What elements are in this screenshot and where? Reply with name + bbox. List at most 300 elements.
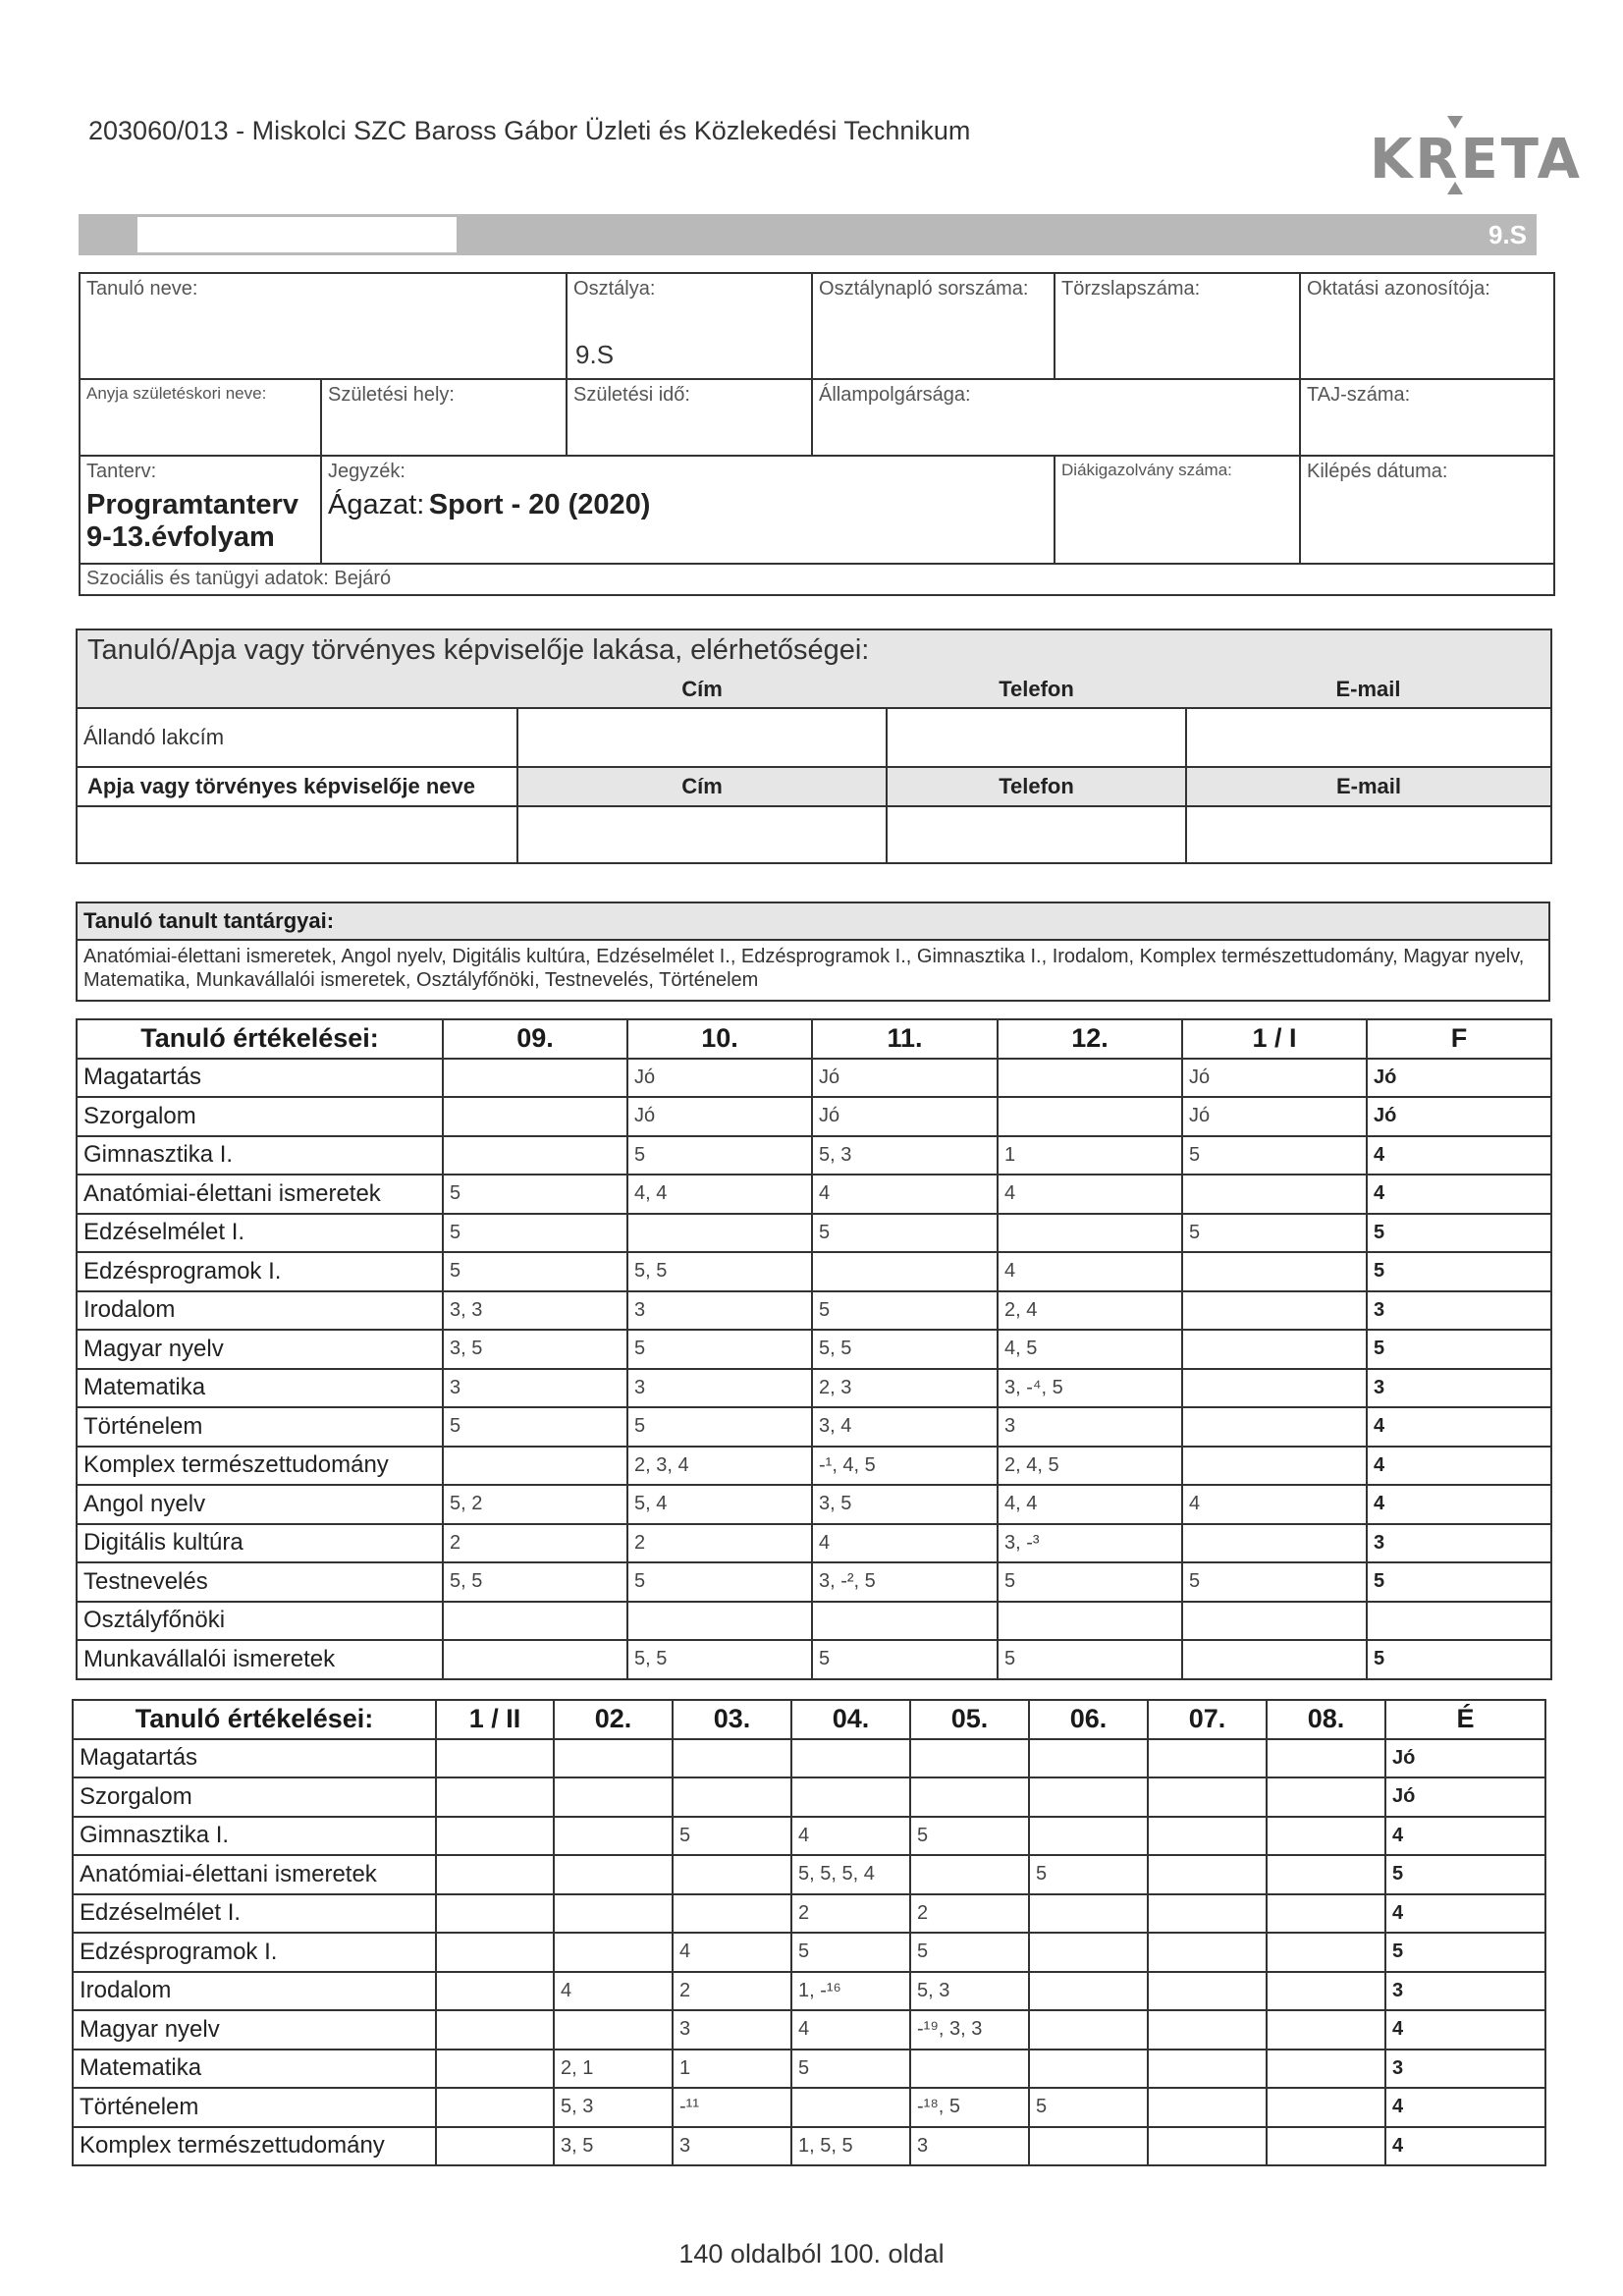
grade-cell: 5, 2: [443, 1485, 627, 1524]
grades-col-header: F: [1367, 1019, 1551, 1059]
grade-cell: [1148, 1972, 1267, 2011]
grade-row-matematika: [73, 2050, 1545, 2089]
grade-row-edzeselmelet-i: [77, 1214, 1551, 1253]
grade-cell: [1182, 1524, 1367, 1563]
subject-name: Magyar nyelv: [73, 2010, 436, 2050]
birthplace-label: Születési hely:: [328, 384, 455, 406]
grade-cell: [436, 1855, 554, 1894]
grade-cell: 2: [443, 1524, 627, 1563]
grade-cell: [554, 2010, 673, 2050]
grade-cell: [998, 1097, 1182, 1136]
grade-cell: [1029, 1972, 1148, 2011]
grade-row-tortenelem: [77, 1407, 1551, 1447]
grade-cell: [1267, 2050, 1385, 2089]
grade-cell: [436, 2010, 554, 2050]
permanent-address-cell: [77, 708, 517, 767]
grade-cell: 4, 4: [998, 1485, 1182, 1524]
guardian-col-phone: Telefon: [887, 767, 1186, 806]
grade-row-anatomiai-elettani-ismeretek: [73, 1855, 1545, 1894]
class-value: 9.S: [575, 340, 615, 369]
subjects-list-cell: [77, 940, 1549, 1001]
final-grade: 5: [1385, 1855, 1545, 1894]
grade-cell: 5: [791, 1933, 910, 1972]
contact-blank-header: [77, 671, 517, 708]
page-number: 140 oldalból 100. oldal: [678, 2239, 945, 2269]
social-cell: [80, 564, 1554, 595]
grade-cell: [1029, 2050, 1148, 2089]
grade-cell: [436, 2088, 554, 2127]
final-grade: 4: [1385, 1817, 1545, 1856]
grade-row-edzesprogramok-i: [73, 1933, 1545, 1972]
diary-label: Osztálynapló sorszáma:: [819, 278, 1029, 300]
grade-cell: 2: [673, 1972, 791, 2011]
grade-cell: 3, 5: [443, 1330, 627, 1369]
grade-cell: 5: [443, 1175, 627, 1214]
guardian-phone-value: [887, 806, 1186, 863]
grade-cell: [910, 1777, 1029, 1817]
grade-cell: 5, 5, 5, 4: [791, 1855, 910, 1894]
grade-cell: 5: [812, 1291, 998, 1331]
grade-cell: -¹, 4, 5: [812, 1447, 998, 1486]
grade-cell: Jó: [1182, 1059, 1367, 1098]
grade-cell: [436, 1739, 554, 1778]
student-info-table: [79, 272, 1555, 596]
grade-cell: 5: [443, 1214, 627, 1253]
subject-name: Magyar nyelv: [77, 1330, 443, 1369]
grade-cell: 5: [1029, 1855, 1148, 1894]
grades-col-header: 09.: [443, 1019, 627, 1059]
grade-cell: 5: [998, 1640, 1182, 1679]
grade-cell: [673, 1855, 791, 1894]
grades-col-header: 02.: [554, 1700, 673, 1739]
grade-cell: [1148, 2088, 1267, 2127]
grade-cell: [1267, 1817, 1385, 1856]
curriculum-value: Programtanterv 9-13.évfolyam: [86, 489, 298, 553]
grade-row-tortenelem: [73, 2088, 1545, 2127]
final-grade: 4: [1385, 2127, 1545, 2166]
subject-name: Történelem: [77, 1407, 443, 1447]
grade-cell: 2: [910, 1894, 1029, 1934]
student-card-label: Diákigazolvány száma:: [1061, 461, 1232, 479]
grades-col-header: 04.: [791, 1700, 910, 1739]
grade-cell: 5: [627, 1330, 812, 1369]
grade-row-komplex-termeszettudomany: [77, 1447, 1551, 1486]
grade-cell: 3: [910, 2127, 1029, 2166]
final-grade: 4: [1367, 1136, 1551, 1175]
birthdate-cell: [567, 379, 812, 456]
grades-header-row: [73, 1700, 1545, 1739]
grade-cell: [910, 1739, 1029, 1778]
permanent-email-value: [1186, 708, 1551, 767]
grade-row-szorgalom: [77, 1097, 1551, 1136]
taj-cell: [1300, 379, 1554, 456]
subject-name: Edzésprogramok I.: [77, 1252, 443, 1291]
grades-col-header: 12.: [998, 1019, 1182, 1059]
grade-cell: [1267, 2127, 1385, 2166]
grade-row-munkavallaloi-ismeretek: [77, 1640, 1551, 1679]
exit-date-cell: [1300, 456, 1554, 564]
subject-name: Digitális kultúra: [77, 1524, 443, 1563]
grade-cell: [998, 1214, 1182, 1253]
grades-col-header: 1 / I: [1182, 1019, 1367, 1059]
grade-cell: 5, 4: [627, 1485, 812, 1524]
guardian-col-email: E-mail: [1186, 767, 1551, 806]
grade-cell: 3: [673, 2127, 791, 2166]
class-cell: [567, 273, 812, 379]
grades-table-1-body: [77, 1019, 1551, 1679]
grades-table-1: [76, 1018, 1552, 1680]
grade-cell: 5: [443, 1252, 627, 1291]
final-grade: Jó: [1385, 1739, 1545, 1778]
grade-cell: [554, 1739, 673, 1778]
grade-cell: 5: [910, 1817, 1029, 1856]
contact-col-phone: Telefon: [887, 671, 1186, 708]
grade-cell: [1182, 1330, 1367, 1369]
grade-cell: 4: [791, 2010, 910, 2050]
grade-cell: [1148, 1739, 1267, 1778]
grade-row-gimnasztika-i: [77, 1136, 1551, 1175]
grade-cell: 3, 5: [812, 1485, 998, 1524]
grade-cell: 5: [998, 1562, 1182, 1602]
grade-cell: -¹⁹, 3, 3: [910, 2010, 1029, 2050]
grades-col-header: 11.: [812, 1019, 998, 1059]
final-grade: Jó: [1367, 1059, 1551, 1098]
grade-cell: 3: [627, 1369, 812, 1408]
subject-name: Magatartás: [77, 1059, 443, 1098]
grade-cell: 2: [791, 1894, 910, 1934]
grade-cell: 5: [1182, 1562, 1367, 1602]
grade-cell: 5: [627, 1407, 812, 1447]
grade-cell: [1182, 1369, 1367, 1408]
grades-header-label: Tanuló értékelései:: [77, 1019, 443, 1059]
subject-name: Szorgalom: [77, 1097, 443, 1136]
grade-cell: [554, 1777, 673, 1817]
grade-cell: [443, 1640, 627, 1679]
grade-cell: 2, 3: [812, 1369, 998, 1408]
grade-cell: [1182, 1291, 1367, 1331]
class-badge: 9.S: [1488, 220, 1527, 249]
grades-header-row: [77, 1019, 1551, 1059]
grade-cell: 3, -³: [998, 1524, 1182, 1563]
grade-cell: 3, 3: [443, 1291, 627, 1331]
subject-name: Munkavállalói ismeretek: [77, 1640, 443, 1679]
grade-cell: [791, 2088, 910, 2127]
grade-cell: [910, 2050, 1029, 2089]
grade-cell: 3: [443, 1369, 627, 1408]
grade-row-angol-nyelv: [77, 1485, 1551, 1524]
exit-date-label: Kilépés dátuma:: [1307, 461, 1448, 482]
subject-name: Irodalom: [77, 1291, 443, 1331]
grade-cell: [1267, 2088, 1385, 2127]
subjects-title-cell: [77, 902, 1549, 940]
logo-text: KRETA: [1370, 128, 1583, 191]
final-grade: 4: [1367, 1447, 1551, 1486]
grade-cell: [812, 1252, 998, 1291]
grade-cell: [1182, 1252, 1367, 1291]
grade-cell: 4: [791, 1817, 910, 1856]
grade-cell: 4: [673, 1933, 791, 1972]
grade-cell: [1029, 1817, 1148, 1856]
grade-cell: Jó: [627, 1097, 812, 1136]
subject-name: Anatómiai-élettani ismeretek: [73, 1855, 436, 1894]
grades-table-2: [72, 1699, 1546, 2166]
grade-cell: 3: [998, 1407, 1182, 1447]
grade-cell: [1148, 2127, 1267, 2166]
final-grade: 4: [1367, 1407, 1551, 1447]
final-grade: 3: [1385, 2050, 1545, 2089]
grade-cell: 5, 5: [443, 1562, 627, 1602]
grade-cell: 2: [627, 1524, 812, 1563]
grade-cell: 1: [673, 2050, 791, 2089]
permanent-address-label: Állandó lakcím: [83, 725, 225, 749]
guardian-col-address: Cím: [517, 767, 887, 806]
final-grade: 4: [1367, 1485, 1551, 1524]
grade-row-magyar-nyelv: [73, 2010, 1545, 2050]
final-grade: Jó: [1385, 1777, 1545, 1817]
subject-name: Edzéselmélet I.: [77, 1214, 443, 1253]
grade-cell: [791, 1739, 910, 1778]
grade-cell: 2, 1: [554, 2050, 673, 2089]
grade-cell: [1148, 1777, 1267, 1817]
social-label: Szociális és tanügyi adatok: Bejáró: [86, 568, 392, 589]
grade-cell: 4: [998, 1175, 1182, 1214]
citizenship-cell: [812, 379, 1300, 456]
grade-cell: 4: [812, 1524, 998, 1563]
grade-cell: [1182, 1640, 1367, 1679]
grades-col-header: 05.: [910, 1700, 1029, 1739]
subject-name: Gimnasztika I.: [77, 1136, 443, 1175]
grade-row-magyar-nyelv: [77, 1330, 1551, 1369]
final-grade: [1367, 1602, 1551, 1641]
permanent-address-value: [517, 708, 887, 767]
grade-cell: 2, 4, 5: [998, 1447, 1182, 1486]
subject-name: Testnevelés: [77, 1562, 443, 1602]
edu-id-label: Oktatási azonosítója:: [1307, 278, 1490, 300]
grade-cell: 4: [998, 1252, 1182, 1291]
subject-name: Matematika: [77, 1369, 443, 1408]
grade-cell: [998, 1059, 1182, 1098]
grade-cell: [1148, 2010, 1267, 2050]
mother-name-cell: [80, 379, 321, 456]
grade-row-matematika: [77, 1369, 1551, 1408]
grade-cell: 5: [673, 1817, 791, 1856]
grade-cell: [436, 1894, 554, 1934]
register-label: Törzslapszáma:: [1061, 278, 1201, 300]
grade-cell: [812, 1602, 998, 1641]
grades-col-header: 1 / II: [436, 1700, 554, 1739]
grade-cell: [1267, 1972, 1385, 2011]
grade-cell: 3, 5: [554, 2127, 673, 2166]
grade-cell: [1182, 1175, 1367, 1214]
grade-cell: 5: [1182, 1214, 1367, 1253]
register-note-cell: [321, 456, 1055, 564]
grade-cell: [554, 1933, 673, 1972]
subject-name: Történelem: [73, 2088, 436, 2127]
grade-cell: [554, 1855, 673, 1894]
grade-cell: Jó: [812, 1097, 998, 1136]
grade-cell: [1148, 2050, 1267, 2089]
grade-cell: [673, 1777, 791, 1817]
grade-cell: [1029, 1894, 1148, 1934]
citizenship-label: Állampolgársága:: [819, 384, 971, 406]
grade-cell: 5: [812, 1640, 998, 1679]
grade-cell: [910, 1855, 1029, 1894]
grade-cell: [1267, 1777, 1385, 1817]
final-grade: 3: [1367, 1524, 1551, 1563]
permanent-phone-value: [887, 708, 1186, 767]
taj-label: TAJ-száma:: [1307, 384, 1411, 406]
subject-name: Edzéselmélet I.: [73, 1894, 436, 1934]
final-grade: 5: [1367, 1252, 1551, 1291]
subject-name: Magatartás: [73, 1739, 436, 1778]
kreta-logo: [1370, 106, 1583, 199]
grade-row-osztalyfonoki: [77, 1602, 1551, 1641]
grade-cell: [1267, 2010, 1385, 2050]
grade-cell: [1267, 1933, 1385, 1972]
final-grade: 3: [1367, 1369, 1551, 1408]
grade-cell: [554, 1894, 673, 1934]
grade-cell: [436, 1933, 554, 1972]
grade-cell: [436, 2127, 554, 2166]
grade-cell: [1148, 1855, 1267, 1894]
grade-cell: Jó: [1182, 1097, 1367, 1136]
grade-cell: -¹¹: [673, 2088, 791, 2127]
register-cell: [1055, 273, 1300, 379]
final-grade: 5: [1367, 1330, 1551, 1369]
grade-cell: 5: [910, 1933, 1029, 1972]
student-card-cell: [1055, 456, 1300, 564]
grade-cell: 4, 4: [627, 1175, 812, 1214]
final-grade: 3: [1367, 1291, 1551, 1331]
final-grade: 5: [1385, 1933, 1545, 1972]
guardian-address-value: [517, 806, 887, 863]
guardian-label: Apja vagy törvényes képviselője neve: [77, 767, 517, 806]
branch-prefix: Ágazat:: [328, 489, 425, 520]
grade-row-testneveles: [77, 1562, 1551, 1602]
grade-cell: [998, 1602, 1182, 1641]
grade-cell: [436, 2050, 554, 2089]
grade-cell: [436, 1777, 554, 1817]
grade-cell: 5: [627, 1136, 812, 1175]
grade-cell: [554, 1817, 673, 1856]
grade-row-gimnasztika-i: [73, 1817, 1545, 1856]
grade-cell: 4: [554, 1972, 673, 2011]
final-grade: 5: [1367, 1562, 1551, 1602]
grades-table-2-body: [73, 1700, 1545, 2165]
branch-line: [322, 487, 1054, 523]
birthplace-cell: [321, 379, 567, 456]
grade-row-komplex-termeszettudomany: [73, 2127, 1545, 2166]
grade-row-szorgalom: [73, 1777, 1545, 1817]
subject-name: Angol nyelv: [77, 1485, 443, 1524]
grade-cell: [443, 1136, 627, 1175]
grade-cell: [443, 1602, 627, 1641]
final-grade: 4: [1385, 2010, 1545, 2050]
grade-row-edzeselmelet-i: [73, 1894, 1545, 1934]
subject-name: Edzésprogramok I.: [73, 1933, 436, 1972]
subjects-title: Tanuló tanult tantárgyai:: [83, 908, 335, 933]
grade-cell: 2, 3, 4: [627, 1447, 812, 1486]
grade-row-irodalom: [73, 1972, 1545, 2011]
guardian-email-value: [1186, 806, 1551, 863]
grades-col-header: 03.: [673, 1700, 791, 1739]
grade-cell: [1148, 1817, 1267, 1856]
subjects-table: [76, 902, 1550, 1002]
grade-cell: 3, -², 5: [812, 1562, 998, 1602]
birthdate-label: Születési idő:: [573, 384, 690, 406]
final-grade: 5: [1367, 1214, 1551, 1253]
subject-name: Gimnasztika I.: [73, 1817, 436, 1856]
grade-row-magatartas: [77, 1059, 1551, 1098]
final-grade: Jó: [1367, 1097, 1551, 1136]
grade-cell: 3: [673, 2010, 791, 2050]
grade-row-irodalom: [77, 1291, 1551, 1331]
grade-cell: [1029, 2010, 1148, 2050]
grade-row-anatomiai-elettani-ismeretek: [77, 1175, 1551, 1214]
subject-name: Irodalom: [73, 1972, 436, 2011]
grade-cell: 5, 5: [627, 1252, 812, 1291]
subject-name: Szorgalom: [73, 1777, 436, 1817]
grades-col-header: 07.: [1148, 1700, 1267, 1739]
diary-cell: [812, 273, 1055, 379]
grade-cell: 4, 5: [998, 1330, 1182, 1369]
grade-cell: 1, -¹⁶: [791, 1972, 910, 2011]
register-note-label: Jegyzék:: [328, 461, 406, 482]
mother-name-label: Anyja születéskori neve:: [86, 384, 267, 403]
contact-table: [76, 629, 1552, 864]
subject-name: Anatómiai-élettani ismeretek: [77, 1175, 443, 1214]
contact-title-cell: [77, 629, 1551, 671]
student-name-label: Tanuló neve:: [86, 278, 198, 300]
grade-cell: [436, 1972, 554, 2011]
grade-cell: Jó: [627, 1059, 812, 1098]
grade-cell: Jó: [812, 1059, 998, 1098]
grade-cell: [627, 1214, 812, 1253]
grade-cell: [1029, 1933, 1148, 1972]
subject-name: Matematika: [73, 2050, 436, 2089]
curriculum-cell: [80, 456, 321, 564]
grade-cell: [443, 1097, 627, 1136]
grade-cell: 3, -⁴, 5: [998, 1369, 1182, 1408]
grades-col-header: 08.: [1267, 1700, 1385, 1739]
contact-title: Tanuló/Apja vagy törvényes képviselője lakása, elérhetőségei:: [87, 634, 870, 666]
final-grade: 4: [1385, 2088, 1545, 2127]
grade-cell: [673, 1739, 791, 1778]
final-grade: 3: [1385, 1972, 1545, 2011]
edu-id-cell: [1300, 273, 1554, 379]
grade-cell: 5: [812, 1214, 998, 1253]
class-label: Osztálya:: [573, 278, 656, 300]
grade-cell: 5, 3: [554, 2088, 673, 2127]
grade-cell: [1182, 1407, 1367, 1447]
grade-cell: 5: [791, 2050, 910, 2089]
contact-col-email: E-mail: [1186, 671, 1551, 708]
grade-cell: [1029, 1777, 1148, 1817]
grade-cell: 5: [1029, 2088, 1148, 2127]
subjects-list: Anatómiai-élettani ismeretek, Angol nyelv, Digitális kultúra, Edzéselmélet I., Edzésprogramok I., Gimnasztika I., Irodalom, Komplex természettudomány, Magyar nyelv, Matematika, Munkavállalói ismeretek, Osztályfőnöki, Testnevelés, Történelem: [83, 946, 1525, 991]
grade-cell: [443, 1059, 627, 1098]
grade-cell: [443, 1447, 627, 1486]
grade-cell: 5: [443, 1407, 627, 1447]
banner-name-field: [137, 217, 457, 252]
grade-row-edzesprogramok-i: [77, 1252, 1551, 1291]
grade-cell: 3: [627, 1291, 812, 1331]
grade-cell: [1267, 1855, 1385, 1894]
student-name-cell: [80, 273, 567, 379]
grade-cell: 4: [1182, 1485, 1367, 1524]
subject-name: Komplex természettudomány: [77, 1447, 443, 1486]
grade-cell: [1029, 2127, 1148, 2166]
